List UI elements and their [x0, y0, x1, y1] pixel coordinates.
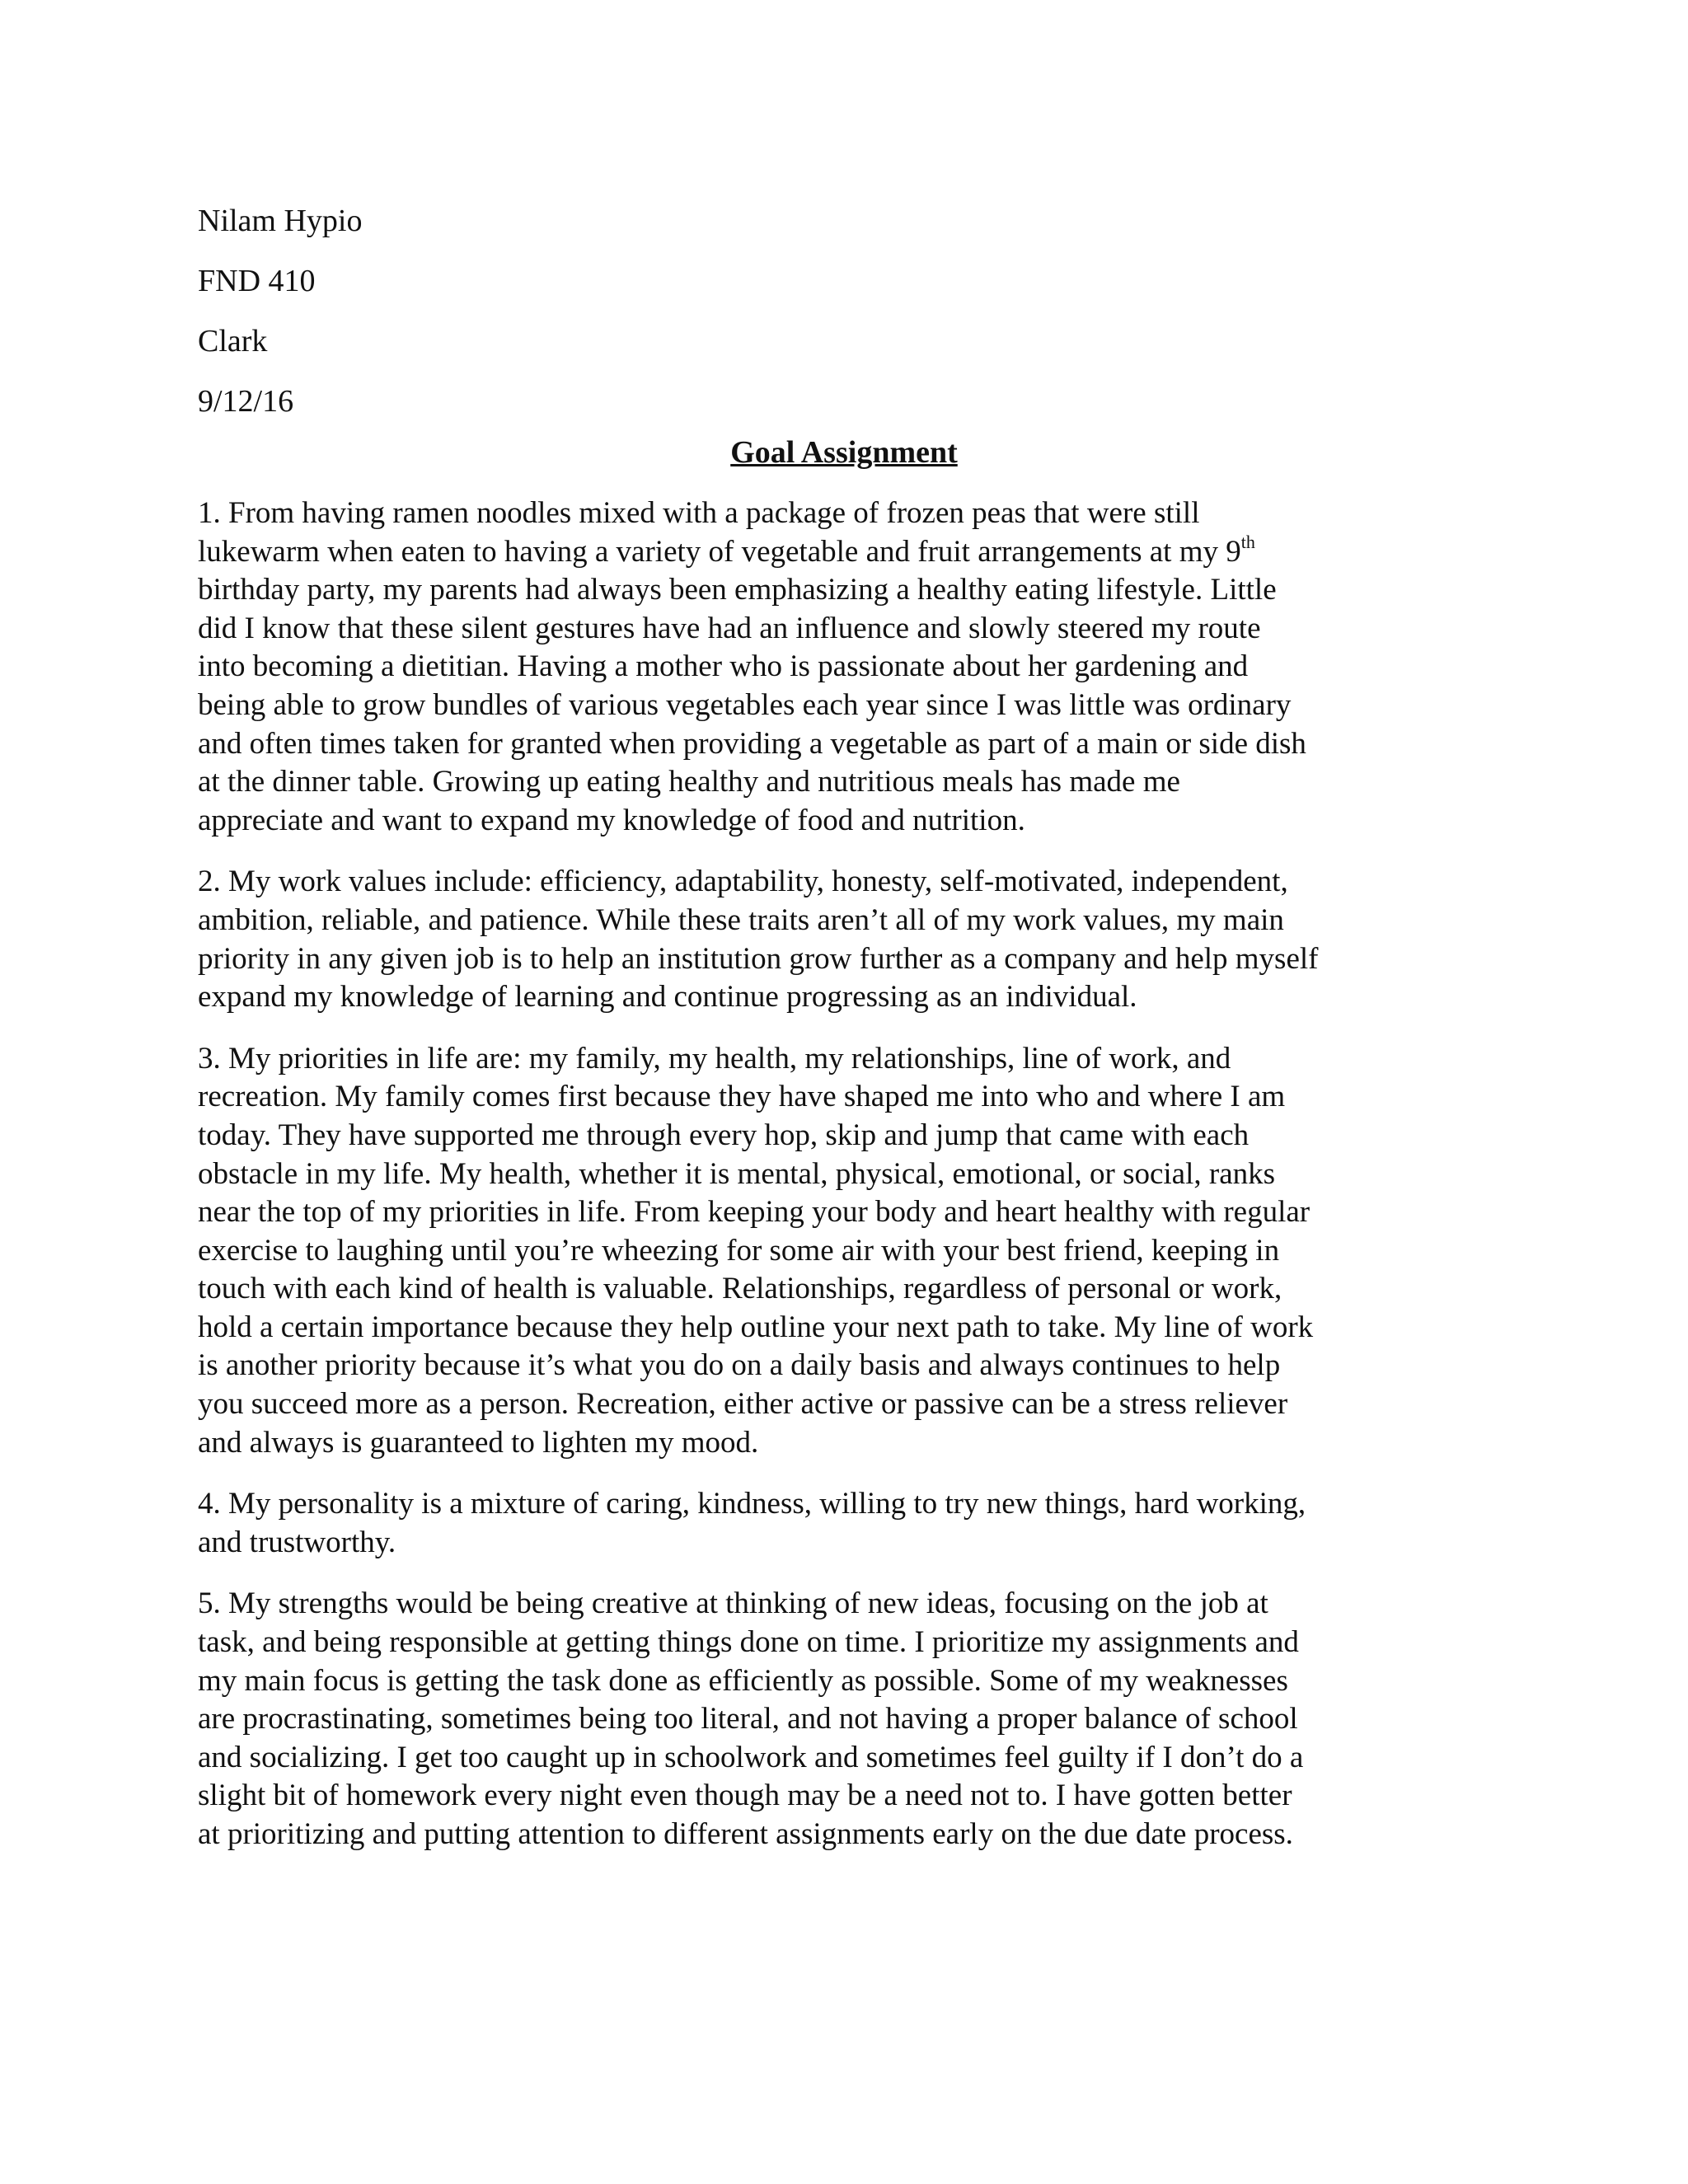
paragraph-line: near the top of my priorities in life. From keeping your body and heart healthy with regular [198, 1195, 1311, 1230]
paragraph-line [198, 533, 1500, 572]
paragraph-line: did I know that these silent gestures have had an influence and slowly steered my route [198, 611, 1261, 645]
paragraph-line: are procrastinating, sometimes being too literal, and not having a proper balance of school [198, 1702, 1298, 1736]
instructor-name: Clark [198, 324, 268, 359]
paragraph-line: today. They have supported me through every hop, skip and jump that came with each [198, 1118, 1250, 1152]
paragraph-line: and often times taken for granted when providing a vegetable as part of a main or side dish [198, 726, 1306, 761]
paragraph-line: my main focus is getting the task done as efficiently as possible. Some of my weaknesses [198, 1663, 1288, 1698]
paragraph-line: hold a certain importance because they help outline your next path to take. My line of work [198, 1310, 1314, 1344]
paragraph-3 [198, 1040, 1500, 1463]
paragraph-line: at the dinner table. Growing up eating healthy and nutritious meals has made me [198, 765, 1180, 799]
ordinal-superscript: th [1240, 531, 1255, 552]
assignment-date: 9/12/16 [198, 384, 294, 419]
paragraph-line: being able to grow bundles of various vegetables each year since I was little was ordinary [198, 687, 1292, 722]
paragraph-line: appreciate and want to expand my knowledge of food and nutrition. [198, 803, 1025, 837]
paragraph-line: at prioritizing and putting attention to different assignments early on the due date process. [198, 1817, 1293, 1851]
paragraph-1 [198, 494, 1500, 840]
paragraph-line: you succeed more as a person. Recreation, either active or passive can be a stress reliever [198, 1387, 1288, 1422]
paragraph-line: exercise to laughing until you’re wheezing for some air with your best friend, keeping in [198, 1233, 1280, 1268]
paragraph-line: into becoming a dietitian. Having a mother who is passionate about her gardening and [198, 649, 1249, 684]
document-title: Goal Assignment [730, 435, 958, 470]
student-name: Nilam Hypio [198, 204, 363, 238]
header-block [198, 191, 362, 432]
paragraph-line: obstacle in my life. My health, whether it is mental, physical, emotional, or social, ranks [198, 1156, 1276, 1191]
paragraph-line: and trustworthy. [198, 1525, 396, 1559]
paragraph-line: and socializing. I get too caught up in schoolwork and sometimes feel guilty if I don’t do a [198, 1740, 1304, 1774]
paragraph-line: 4. My personality is a mixture of caring, kindness, willing to try new things, hard working, [198, 1487, 1306, 1521]
paragraph-line: priority in any given job is to help an institution grow further as a company and help myself [198, 941, 1319, 976]
paragraph-line: task, and being responsible at getting things done on time. I prioritize my assignments and [198, 1625, 1299, 1660]
course-code: FND 410 [198, 264, 316, 298]
paragraph-4 [198, 1485, 1500, 1562]
paragraph-line: slight bit of homework every night even though may be a need not to. I have gotten better [198, 1779, 1292, 1813]
paragraph-line: ambition, reliable, and patience. While these traits aren’t all of my work values, my main [198, 902, 1284, 937]
paragraph-5 [198, 1585, 1500, 1854]
paragraph-line: expand my knowledge of learning and continue progressing as an individual. [198, 980, 1137, 1015]
paragraph-line: is another priority because it’s what you do on a daily basis and always continues to help [198, 1348, 1281, 1383]
paragraph-line: 5. My strengths would be being creative at thinking of new ideas, focusing on the job at [198, 1586, 1268, 1621]
paragraph-line: birthday party, my parents had always been emphasizing a healthy eating lifestyle. Little [198, 573, 1277, 607]
paragraph-line: 2. My work values include: efficiency, adaptability, honesty, self-motivated, independent, [198, 865, 1288, 899]
paragraph-line: 1. From having ramen noodles mixed with a package of frozen peas that were still [198, 496, 1200, 530]
document-body [198, 494, 1500, 1877]
paragraph-line: and always is guaranteed to lighten my mood. [198, 1425, 759, 1460]
paragraph-line: 3. My priorities in life are: my family, my health, my relationships, line of work, and [198, 1041, 1231, 1076]
paragraph-2 [198, 863, 1500, 1016]
paragraph-line: touch with each kind of health is valuable. Relationships, regardless of personal or work, [198, 1272, 1282, 1306]
paragraph-line-text: lukewarm when eaten to having a variety of vegetable and fruit arrangements at my 9 [198, 534, 1241, 569]
paragraph-line: recreation. My family comes first because they have shaped me into who and where I am [198, 1080, 1286, 1114]
